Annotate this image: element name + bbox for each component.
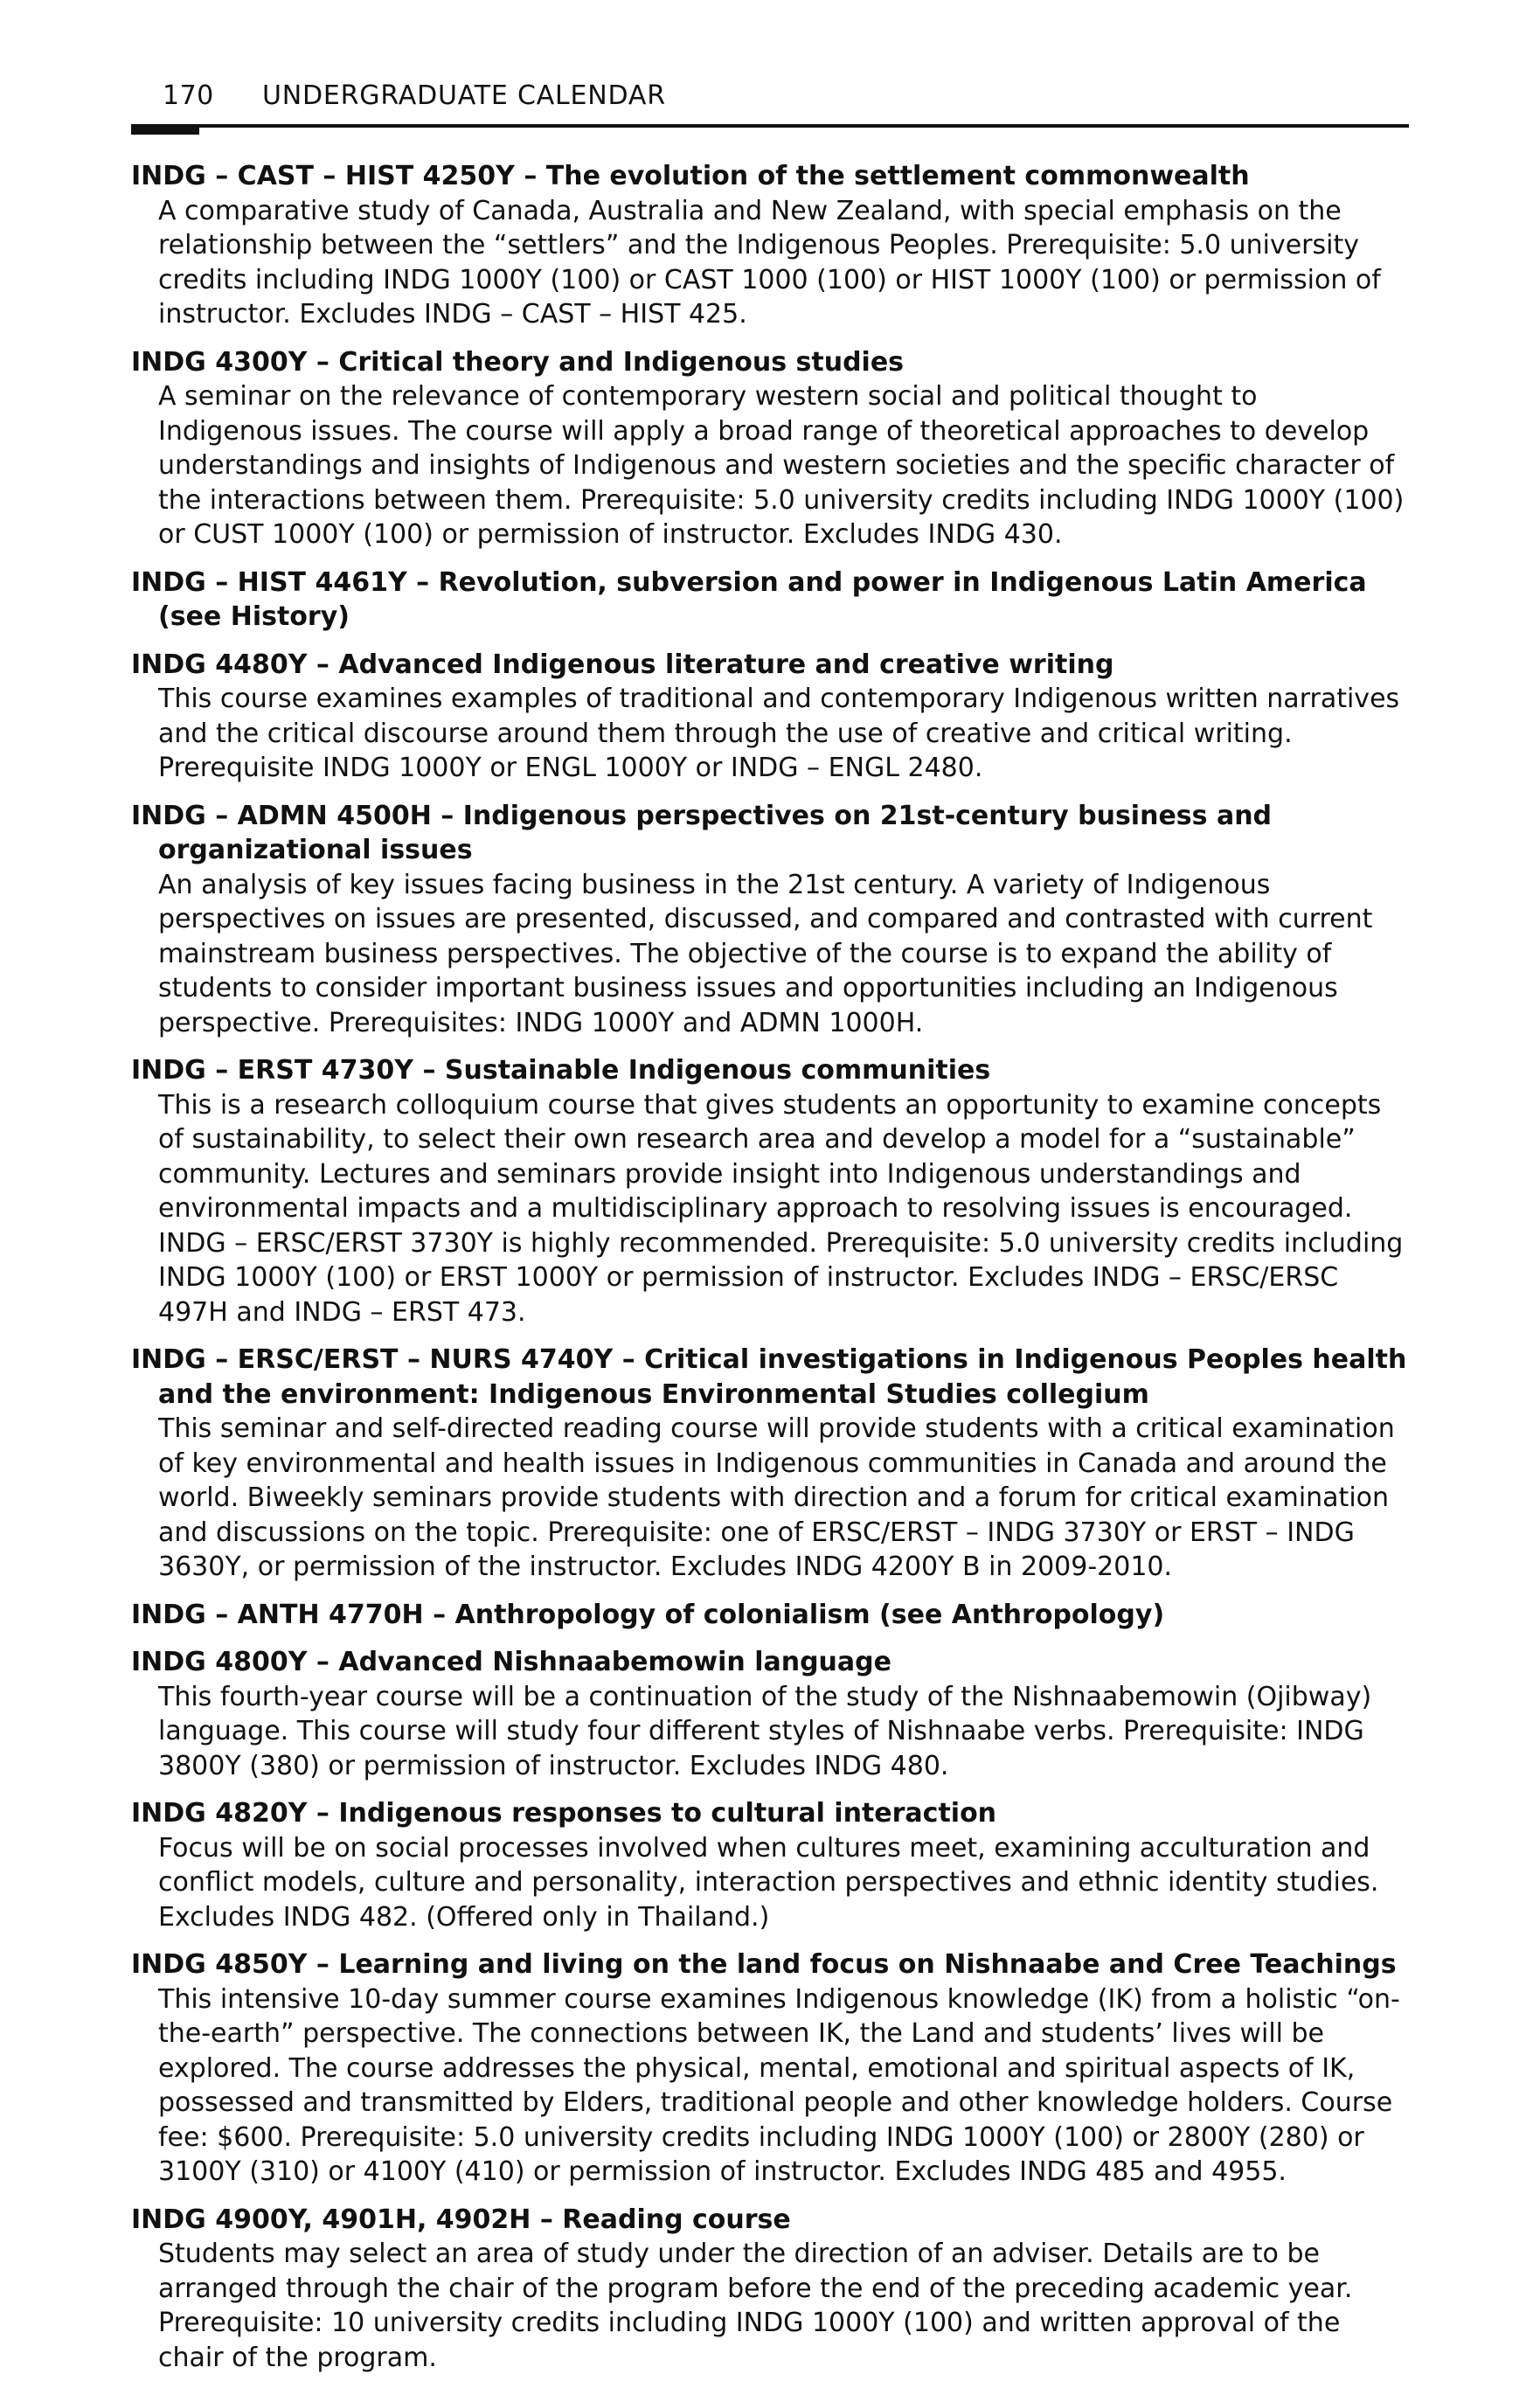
course-list	[131, 159, 1409, 2388]
course-title: INDG – ERSC/ERST – NURS 4740Y – Critical investigations in Indigenous Peoples health and the environment: Indigenous Environmental Studies collegium	[131, 1344, 1407, 1410]
course-entry	[131, 566, 1409, 635]
course-description: This seminar and self-directed reading course will provide students with a critical examination of key environmental and health issues in Indigenous communities in Canada and around the world. Biweekly seminars provide students with direction and a forum for critical examination and discussions on the topic. Prerequisite: one of ERSC/ERST – INDG 3730Y or ERST – INDG 3630Y, or permission of the instructor. Excludes INDG 4200Y B in 2009-2010.	[158, 1413, 1395, 1582]
course-entry	[131, 345, 1409, 552]
course-title: INDG 4850Y – Learning and living on the land focus on Nishnaabe and Cree Teachings	[131, 1949, 1397, 1980]
course-entry	[131, 799, 1409, 1041]
course-title: INDG 4800Y – Advanced Nishnaabemowin language	[131, 1647, 891, 1677]
course-title: INDG – CAST – HIST 4250Y – The evolution of the settlement commonwealth	[131, 161, 1250, 191]
header-tab-marker	[131, 124, 199, 135]
course-entry	[131, 648, 1409, 786]
page-header	[131, 75, 1409, 128]
course-title: INDG 4300Y – Critical theory and Indigenous studies	[131, 346, 905, 378]
course-title: INDG – ADMN 4500H – Indigenous perspectives on 21st-century business and organizational issues	[131, 800, 1273, 865]
page-number: 170	[163, 80, 214, 111]
course-title: INDG 4480Y – Advanced Indigenous literature and creative writing	[131, 649, 1114, 680]
course-entry	[131, 1598, 1409, 1633]
course-description: This course examines examples of traditional and contemporary Indigenous written narratives and the critical discourse around them through the use of creative and critical writing. Prerequisite INDG 1000Y or ENGL 1000Y or INDG – ENGL 2480.	[158, 684, 1400, 783]
running-title: UNDERGRADUATE CALENDAR	[262, 80, 666, 111]
course-title: INDG – ERST 4730Y – Sustainable Indigenous communities	[131, 1055, 991, 1086]
course-entry	[131, 2203, 1409, 2376]
course-entry	[131, 1343, 1409, 1585]
course-entry	[131, 1947, 1409, 2190]
course-description: Students may select an area of study under the direction of an adviser. Details are to be arranged through the chair of the program before the end of the preceding academic year. Prerequisite: 10 university credits including INDG 1000Y (100) and written approval of the chair of the program.	[158, 2239, 1353, 2373]
course-entry	[131, 1645, 1409, 1783]
course-description: This is a research colloquium course that gives students an opportunity to examine concepts of sustainability, to select their own research area and develop a model for a “sustainable” community. Lectures and seminars provide insight into Indigenous understandings and environmental impacts and a multidisciplinary approach to resolving issues is encouraged. INDG – ERSC/ERST 3730Y is highly recommended. Prerequisite: 5.0 university credits including INDG 1000Y (100) or ERST 1000Y or permission of instructor. Excludes INDG – ERSC/ERSC 497H and INDG – ERST 473.	[158, 1089, 1404, 1328]
course-description: This fourth-year course will be a continuation of the study of the Nishnaabemowin (Ojibway) language. This course will study four different styles of Nishnaabe verbs. Prerequisite: INDG 3800Y (380) or permission of instructor. Excludes INDG 480.	[158, 1681, 1372, 1781]
header-rule	[131, 124, 1409, 128]
course-description: An analysis of key issues facing business in the 21st century. A variety of Indigenous perspectives on issues are presented, discussed, and compared and contrasted with current mainstream business perspectives. The objective of the course is to expand the ability of students to consider important business issues and opportunities including an Indigenous perspective. Prerequisites: INDG 1000Y and ADMN 1000H.	[158, 869, 1373, 1038]
course-entry	[131, 1053, 1409, 1329]
course-description: A comparative study of Canada, Australia and New Zealand, with special emphasis on the relationship between the “settlers” and the Indigenous Peoples. Prerequisite: 5.0 university credits including INDG 1000Y (100) or CAST 1000 (100) or HIST 1000Y (100) or permission of instructor. Excludes INDG – CAST – HIST 425.	[158, 195, 1381, 330]
course-title: INDG – HIST 4461Y – Revolution, subversion and power in Indigenous Latin America (see History)	[131, 566, 1367, 632]
course-description: This intensive 10-day summer course examines Indigenous knowledge (IK) from a holistic “on-the-earth” perspective. The connections between IK, the Land and students’ lives will be explored. The course addresses the physical, mental, emotional and spiritual aspects of IK, possessed and transmitted by Elders, traditional people and other knowledge holders. Course fee: $600. Prerequisite: 5.0 university credits including INDG 1000Y (100) or 2800Y (280) or 3100Y (310) or 4100Y (410) or permission of instructor. Excludes INDG 485 and 4955.	[158, 1983, 1400, 2187]
course-title: INDG – ANTH 4770H – Anthropology of colonialism (see Anthropology)	[131, 1599, 1165, 1630]
course-description: Focus will be on social processes involved when cultures meet, examining acculturation and conflict models, culture and personality, interaction perspectives and ethnic identity studies. Excludes INDG 482. (Offered only in Thailand.)	[158, 1832, 1379, 1933]
course-title: INDG 4900Y, 4901H, 4902H – Reading course	[131, 2204, 791, 2235]
course-entry	[131, 1796, 1409, 1934]
course-entry	[131, 159, 1409, 332]
course-title: INDG 4820Y – Indigenous responses to cultural interaction	[131, 1798, 997, 1829]
course-description: A seminar on the relevance of contemporary western social and political thought to Indigenous issues. The course will apply a broad range of theoretical approaches to develop understandings and insights of Indigenous and western societies and the specific character of the interactions between them. Prerequisite: 5.0 university credits including INDG 1000Y (100) or CUST 1000Y (100) or permission of instructor. Excludes INDG 430.	[158, 381, 1405, 550]
